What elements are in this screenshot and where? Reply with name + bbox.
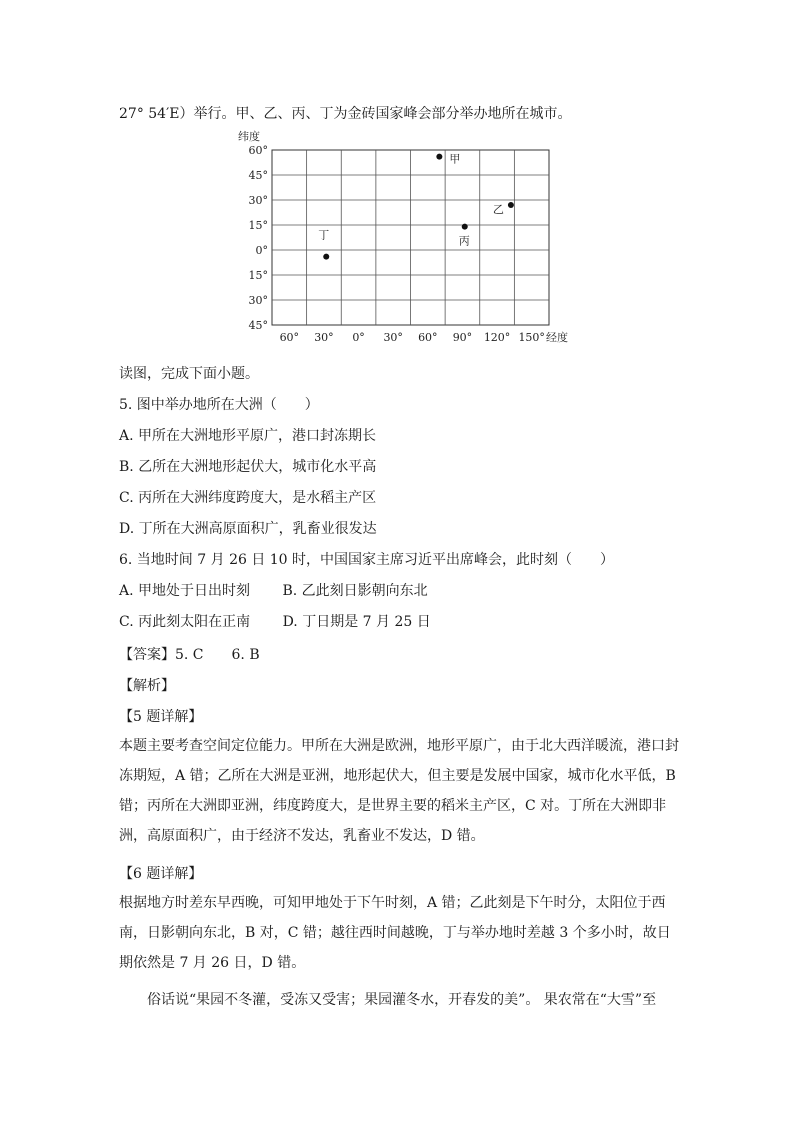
x-tick-label: 60°	[418, 331, 438, 344]
q5-option-c: C. 丙所在大洲纬度跨度大，是水稻主产区	[119, 490, 377, 506]
q6-detail-heading: 【6 题详解】	[119, 866, 203, 882]
city-point	[508, 202, 514, 208]
city-point	[462, 224, 468, 230]
y-axis-label: 纬度	[238, 130, 260, 143]
q6-options-ab: A. 甲地处于日出时刻 B. 乙此刻日影朝向东北	[119, 583, 428, 599]
chart-grid	[272, 150, 549, 325]
x-tick-label: 30°	[314, 331, 334, 344]
q5-detail-text: 本题主要考查空间定位能力。甲所在大洲是欧洲，地形平原广，由于北大西洋暖流，港口封冻期短，A 错；乙所在大洲是亚洲，地形起伏大，但主要是发展中国家，城市化水平低，B 错；丙所在大洲即亚洲，纬度跨度大，是世界主要的稻米主产区，C 对。丁所在大洲即非洲，高原面积广，由于经济不发达，乳畜业不发达，D 错。	[119, 738, 679, 844]
intro-line: 27° 54′E）举行。甲、乙、丙、丁为金砖国家峰会部分举办地所在城市。	[119, 106, 572, 122]
q5-option-a: A. 甲所在大洲地形平原广，港口封冻期长	[119, 428, 377, 444]
y-tick-label: 30°	[248, 294, 268, 307]
x-tick-label: 120°	[483, 331, 511, 344]
city-point-label: 丁	[318, 228, 330, 242]
latitude-longitude-chart	[230, 128, 570, 346]
x-tick-label: 0°	[352, 331, 365, 344]
q5-option-d: D. 丁所在大洲高原面积广，乳畜业很发达	[119, 521, 377, 537]
q5-detail-heading: 【5 题详解】	[119, 709, 203, 725]
y-tick-label: 45°	[248, 169, 268, 182]
y-tick-label: 45°	[248, 319, 268, 332]
x-axis-label: 经度	[546, 331, 568, 344]
y-tick-label: 0°	[255, 244, 268, 257]
city-point	[323, 254, 329, 260]
x-tick-label: 60°	[279, 331, 300, 344]
question-6: 6. 当地时间 7 月 26 日 10 时，中国国家主席习近平出席峰会，此时刻（ ）	[119, 552, 615, 568]
q6-detail-text: 根据地方时差东早西晚，可知甲地处于下午时刻，A 错；乙此刻是下午时分，太阳位于西南，日影朝向东北，B 对，C 错；越往西时间越晚，丁与举办地时差越 3 个多小时，故日期依然是 7 月 26 日，D 错。	[119, 895, 671, 971]
answer-line: 【答案】5. C 6. B	[119, 647, 260, 663]
city-point	[436, 154, 442, 160]
y-tick-labels	[249, 144, 269, 332]
x-tick-label: 150°	[518, 331, 545, 344]
y-tick-label: 15°	[248, 269, 268, 282]
x-tick-label: 30°	[383, 331, 403, 344]
x-tick-label: 90°	[452, 331, 473, 344]
analysis-heading: 【解析】	[119, 678, 175, 694]
x-tick-labels	[280, 331, 545, 344]
q6-options-cd: C. 丙此刻太阳在正南 D. 丁日期是 7 月 25 日	[119, 614, 431, 630]
y-tick-label: 60°	[248, 144, 268, 157]
y-tick-label: 30°	[248, 194, 268, 207]
question-5: 5. 图中举办地所在大洲（ ）	[119, 397, 319, 413]
next-question-text: 俗话说“果园不冬灌，受冻又受害；果园灌冬水，开春发的美”。 果农常在“大雪”至	[147, 992, 657, 1008]
y-tick-label: 15°	[248, 219, 268, 232]
city-points	[318, 153, 514, 260]
prompt-line: 读图，完成下面小题。	[119, 366, 259, 382]
city-point-label: 乙	[492, 203, 504, 216]
q5-option-b: B. 乙所在大洲地形起伏大，城市化水平高	[119, 459, 377, 475]
city-point-label: 丙	[458, 234, 470, 248]
city-point-label: 甲	[449, 152, 461, 166]
